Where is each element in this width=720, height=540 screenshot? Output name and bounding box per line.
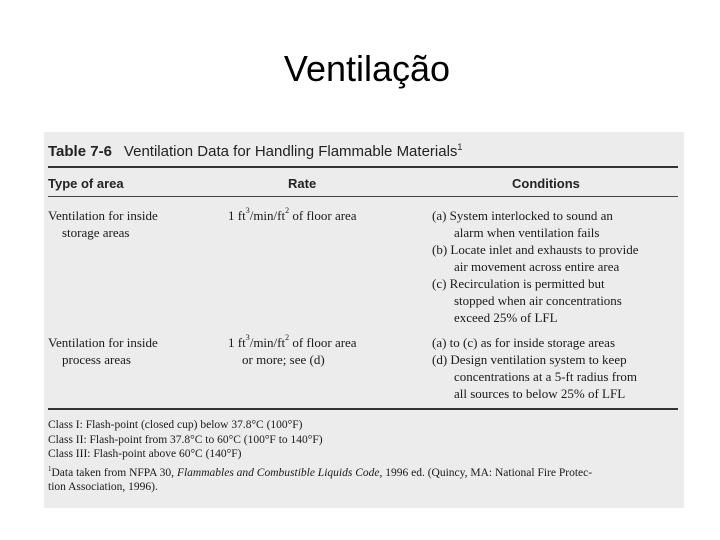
footnote-book-title: Flammables and Combustible Liquids Code, <box>176 466 383 479</box>
condition-line: (a) System interlocked to sound an <box>432 208 613 223</box>
table-row-2-conditions <box>432 334 637 402</box>
rate-text: /min/ft <box>249 208 286 223</box>
condition-line: exceed 25% of LFL <box>454 310 558 325</box>
condition-line: air movement across entire area <box>454 259 620 274</box>
table-bottom-rule <box>48 408 678 410</box>
rate-extra: or more; see (d) <box>242 352 325 367</box>
rate-text: 1 ft <box>228 208 246 223</box>
table-row-2-type <box>48 334 158 368</box>
table-title: Ventilation Data for Handling Flammable Materials <box>123 143 458 160</box>
rate-text: /min/ft <box>249 335 286 350</box>
header-top-rule <box>48 166 678 168</box>
table-row-1-type <box>48 207 158 241</box>
rate-text: 1 ft <box>228 335 246 350</box>
rate-text: of floor area <box>289 335 357 350</box>
table-title-footnote-mark: 1 <box>457 142 463 152</box>
footnote-text: 1996 ed. (Quincy, MA: National Fire Protec- <box>382 466 593 479</box>
rate-sup: 3 <box>245 206 250 215</box>
condition-line: (c) Recirculation is permitted but <box>432 276 605 291</box>
table-footnotes <box>48 418 680 494</box>
column-header-type: Type of area <box>48 176 124 191</box>
column-header-conditions: Conditions <box>512 176 580 191</box>
slide-title: Ventilação <box>283 48 451 89</box>
row-2-type-line-1: Ventilation for inside <box>48 335 158 350</box>
table-row-1-conditions <box>432 207 639 326</box>
row-2-type-line-2: process areas <box>62 352 131 367</box>
table-number: Table 7-6 <box>48 143 112 160</box>
footnote-source-cont: tion Association, 1996). <box>48 480 158 493</box>
column-header-rate: Rate <box>288 176 317 191</box>
rate-text: of floor area <box>289 208 357 223</box>
header-bottom-rule <box>48 196 678 197</box>
table-row-1-rate <box>228 207 357 224</box>
footnote-class-1: Class I: Flash-point (closed cup) below 37.8°C (100°F) <box>48 419 303 431</box>
footnote-class-2: Class II: Flash-point from 37.8°C to 60°C (100°F to 140°F) <box>48 433 323 446</box>
condition-line: stopped when air concentrations <box>454 293 622 308</box>
condition-line: (a) to (c) as for inside storage areas <box>432 335 615 350</box>
table-row-2-rate <box>228 334 357 368</box>
row-1-type-line-2: storage areas <box>62 225 130 240</box>
footnote-source <box>48 462 680 480</box>
footnote-class-3: Class III: Flash-point above 60°C (140°F) <box>48 448 242 460</box>
condition-line: concentrations at a 5-ft radius from <box>454 369 638 384</box>
condition-line: alarm when ventilation fails <box>454 225 600 240</box>
rate-sup: 2 <box>285 206 290 215</box>
table-caption <box>48 142 684 162</box>
footnote-text: Data taken from NFPA 30, <box>51 466 177 479</box>
rate-sup: 3 <box>245 333 250 342</box>
row-1-type-line-1: Ventilation for inside <box>48 208 158 223</box>
footnote-mark: 1 <box>48 464 52 473</box>
rate-sup: 2 <box>285 333 290 342</box>
condition-line: all sources to below 25% of LFL <box>454 386 626 401</box>
condition-line: (b) Locate inlet and exhausts to provide <box>432 242 639 257</box>
condition-line: (d) Design ventilation system to keep <box>432 352 627 367</box>
